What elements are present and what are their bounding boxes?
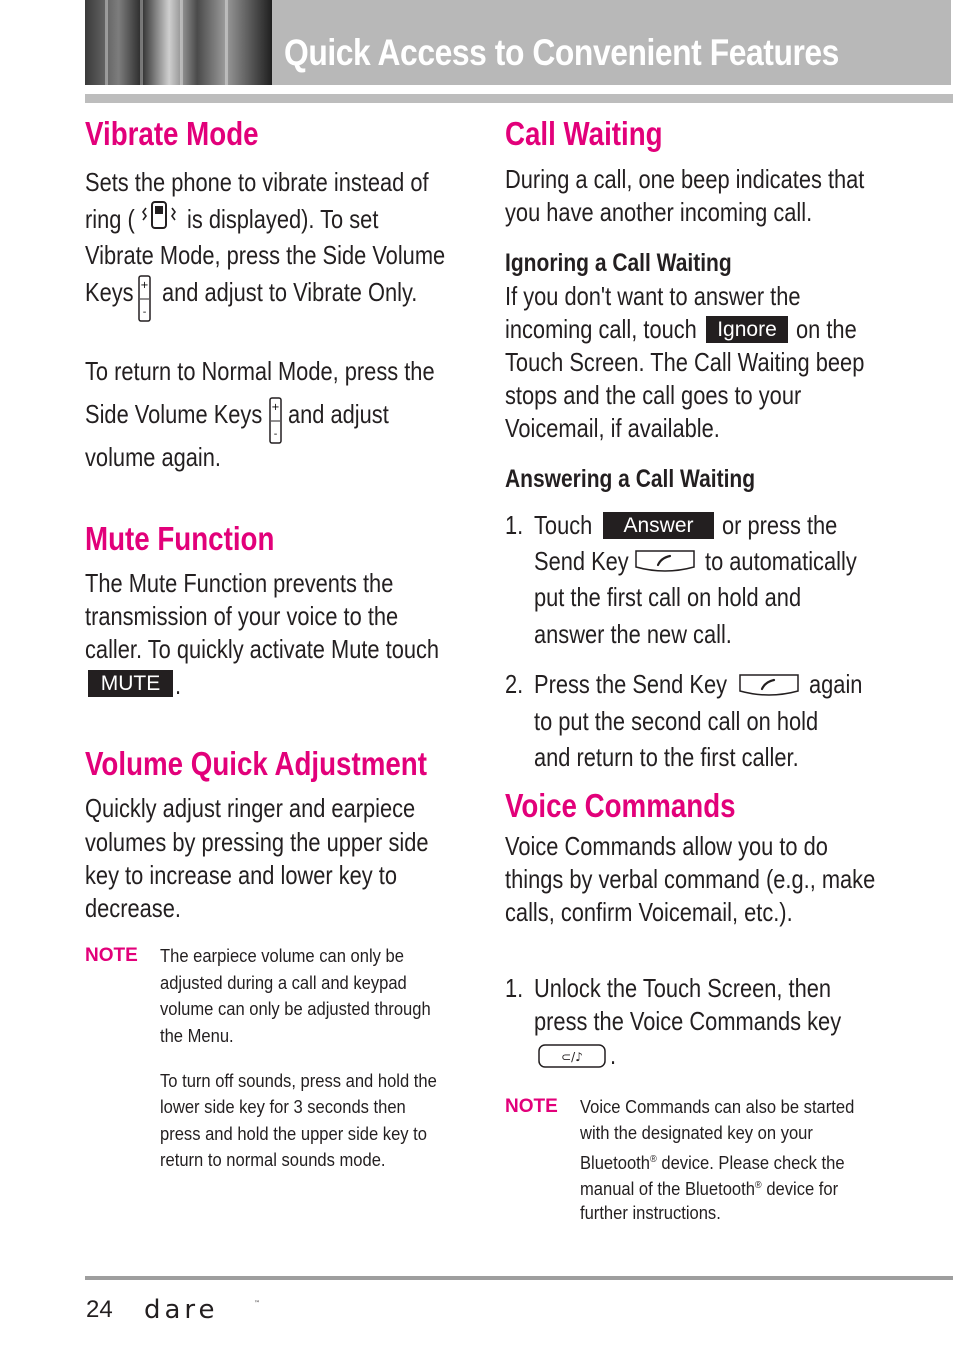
note-text: with the designated key on your bbox=[580, 1123, 813, 1143]
voice-commands-key-icon bbox=[538, 1044, 606, 1068]
text-line: decrease. bbox=[85, 893, 181, 923]
note-text: Voice Commands can also be started bbox=[580, 1097, 855, 1117]
text-line: Vibrate Mode, press the Side Volume bbox=[85, 240, 446, 270]
send-key-icon bbox=[634, 549, 696, 576]
dare-logo bbox=[144, 1298, 264, 1322]
note-label: NOTE bbox=[85, 945, 138, 966]
text-line: on the bbox=[796, 314, 857, 344]
text-line: volume again. bbox=[85, 442, 221, 472]
note-text: manual of the Bluetooth® device for bbox=[580, 1179, 839, 1199]
text-line: and adjust bbox=[288, 399, 389, 429]
text-line: Voice Commands allow you to do bbox=[505, 831, 828, 861]
note-text: lower side key for 3 seconds then bbox=[160, 1097, 406, 1117]
text-line: is displayed). To set bbox=[187, 204, 379, 234]
note-text: press and hold the upper side key to bbox=[160, 1124, 427, 1144]
note-text: further instructions. bbox=[580, 1203, 721, 1223]
text-line: stops and the call goes to your bbox=[505, 380, 802, 410]
ignoring-call-waiting-subheading: Ignoring a Call Waiting bbox=[505, 249, 732, 277]
text-line: and adjust to Vibrate Only. bbox=[162, 277, 418, 307]
text-line: To return to Normal Mode, press the bbox=[85, 356, 435, 386]
text-line: Sets the phone to vibrate instead of bbox=[85, 167, 429, 197]
note-text: The earpiece volume can only be bbox=[160, 946, 404, 966]
text-line: to put the second call on hold bbox=[534, 706, 819, 736]
text-line: The Mute Function prevents the bbox=[85, 568, 394, 598]
text-line: you have another incoming call. bbox=[505, 197, 813, 227]
note-text: adjusted during a call and keypad bbox=[160, 973, 407, 993]
footer-divider bbox=[85, 1276, 953, 1280]
note-text: return to normal sounds mode. bbox=[160, 1150, 386, 1170]
note-text: To turn off sounds, press and hold the bbox=[160, 1071, 437, 1091]
svg-text:+: + bbox=[140, 280, 149, 291]
text-line: or press the bbox=[722, 510, 838, 540]
svg-text:-: - bbox=[142, 307, 147, 318]
vibrate-icon bbox=[140, 199, 180, 233]
text-line: put the first call on hold and bbox=[534, 582, 802, 612]
svg-text:-: - bbox=[273, 429, 278, 440]
answering-call-waiting-subheading: Answering a Call Waiting bbox=[505, 465, 756, 493]
volume-quick-adjustment-heading: Volume Quick Adjustment bbox=[85, 745, 427, 782]
text-line: If you don't want to answer the bbox=[505, 281, 801, 311]
svg-text:⊂/♪: ⊂/♪ bbox=[561, 1050, 583, 1064]
send-key-icon bbox=[738, 673, 800, 700]
text-line: During a call, one beep indicates that bbox=[505, 164, 865, 194]
vibrate-mode-heading: Vibrate Mode bbox=[85, 115, 259, 152]
text-line: Press the Send Key bbox=[534, 669, 728, 699]
text-line: key to increase and lower key to bbox=[85, 860, 397, 890]
text-line: press the Voice Commands key bbox=[534, 1006, 842, 1036]
text-line: caller. To quickly activate Mute touch bbox=[85, 634, 440, 664]
side-volume-keys-icon bbox=[138, 275, 152, 323]
page-title: Quick Access to Convenient Features bbox=[284, 32, 839, 73]
text-line: Send Key bbox=[534, 546, 629, 576]
mute-function-heading: Mute Function bbox=[85, 520, 275, 557]
text-line: incoming call, touch bbox=[505, 314, 697, 344]
note-text: the Menu. bbox=[160, 1026, 234, 1046]
text-line: and return to the first caller. bbox=[534, 742, 799, 772]
step-number: 1. bbox=[505, 510, 524, 540]
text-line: again bbox=[809, 669, 863, 699]
svg-text:™: ™ bbox=[254, 1300, 260, 1307]
ignore-button-label: Ignore bbox=[706, 316, 788, 343]
side-volume-keys-icon bbox=[269, 397, 283, 445]
divider bbox=[85, 94, 953, 103]
text-line: Quickly adjust ringer and earpiece bbox=[85, 793, 416, 823]
header-photo bbox=[85, 0, 272, 85]
text-line: Voicemail, if available. bbox=[505, 413, 720, 443]
note-text: volume can only be adjusted through bbox=[160, 999, 431, 1019]
text-line: Touch bbox=[534, 510, 593, 540]
text-line: to automatically bbox=[705, 546, 857, 576]
text-line: things by verbal command (e.g., make bbox=[505, 864, 876, 894]
text-line: Touch Screen. The Call Waiting beep bbox=[505, 347, 865, 377]
mute-button-label: MUTE bbox=[88, 670, 173, 697]
text-line: volumes by pressing the upper side bbox=[85, 827, 429, 857]
text-line: ring ( bbox=[85, 204, 135, 234]
text-line: calls, confirm Voicemail, etc.). bbox=[505, 897, 793, 927]
text-line: Side Volume Keys bbox=[85, 399, 263, 429]
text-line: answer the new call. bbox=[534, 619, 732, 649]
step-number: 1. bbox=[505, 973, 524, 1003]
voice-commands-heading: Voice Commands bbox=[505, 787, 736, 824]
note-label: NOTE bbox=[505, 1096, 558, 1117]
answer-button-label: Answer bbox=[603, 512, 714, 539]
svg-text:+: + bbox=[271, 402, 280, 413]
text-line: transmission of your voice to the bbox=[85, 601, 399, 631]
text-line: Keys bbox=[85, 277, 134, 307]
text-line: . bbox=[175, 670, 182, 700]
step-number: 2. bbox=[505, 669, 524, 699]
text-line: Unlock the Touch Screen, then bbox=[534, 973, 832, 1003]
page-number: 24 bbox=[86, 1296, 113, 1323]
text-line: . bbox=[610, 1040, 617, 1070]
note-text: Bluetooth® device. Please check the bbox=[580, 1153, 845, 1173]
call-waiting-heading: Call Waiting bbox=[505, 115, 663, 152]
svg-text:dare: dare bbox=[144, 1298, 219, 1322]
